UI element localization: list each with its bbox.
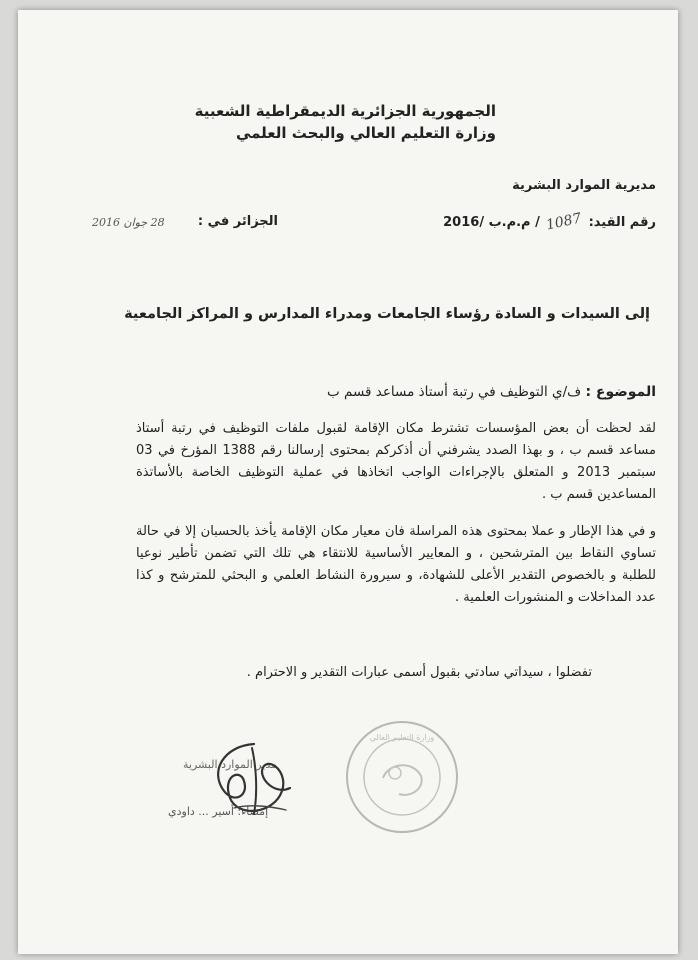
paragraph-2: و في هذا الإطار و عملا بمحتوى هذه المراسلة فان معيار مكان الإقامة يأخذ بالحسبان إلا في حالة تساوي النقاط بين المترشحين ، و المعايير الأساسية للانتقاء هي تلك التي تضمن تأطير نوعيا للطلبة و بالخصوص التقدير الأعلى للشهادة، و سيرورة النشاط العلمي و البحثي للمترشح و كذا عدد المداخلات و المنشورات العلمية . bbox=[136, 524, 656, 605]
signature-name: إمضاء: أسير ... داودي bbox=[168, 805, 269, 818]
reference-number bbox=[443, 210, 656, 234]
document-page bbox=[18, 10, 678, 954]
official-seal-stamp bbox=[343, 718, 461, 836]
handwritten-signature bbox=[194, 736, 304, 826]
subject-text: ف/ي التوظيف في رتبة أستاذ مساعد قسم ب bbox=[327, 384, 582, 400]
header-republic: الجمهورية الجزائرية الديمقراطية الشعبية bbox=[194, 102, 496, 120]
reference-suffix: / م.م.ب /2016 bbox=[443, 215, 540, 230]
subject-label: الموضوع : bbox=[585, 384, 656, 400]
subject-line bbox=[327, 384, 656, 400]
department-name: مديرية الموارد البشرية bbox=[512, 178, 656, 193]
closing-line: تفضلوا ، سيداتي سادتي بقبول أسمى عبارات التقدير و الاحترام . bbox=[246, 665, 592, 680]
signature-title: مدير الموارد البشرية bbox=[183, 758, 278, 771]
handwritten-date: 28 جوان 2016 bbox=[92, 216, 165, 229]
svg-text:وزارة التعليم العالي: وزارة التعليم العالي bbox=[369, 733, 435, 742]
paragraph-1: لقد لحظت أن بعض المؤسسات تشترط مكان الإقامة لقبول ملفات التوظيف في رتبة أستاذ مساعد قسم ب ، و بهذا الصدد يشرفني أن أذكركم بمحتوى إرسالنا رقم 1388 المؤرخ في 03 سبتمبر 2013 و المتعلق بالإجراءات الواجب اتخاذها في عملية التوظيف الخاصة بالأساتذة المساعدين قسم ب . bbox=[136, 421, 657, 502]
reference-handwritten-number: 1087 bbox=[545, 210, 584, 234]
place-date-label: الجزائر في : bbox=[197, 214, 278, 229]
reference-label: رقم القيد: bbox=[588, 215, 656, 230]
addressee: إلى السيدات و السادة رؤساء الجامعات ومدراء المدارس و المراكز الجامعية bbox=[124, 306, 650, 322]
header-ministry: وزارة التعليم العالي والبحث العلمي bbox=[235, 124, 496, 142]
